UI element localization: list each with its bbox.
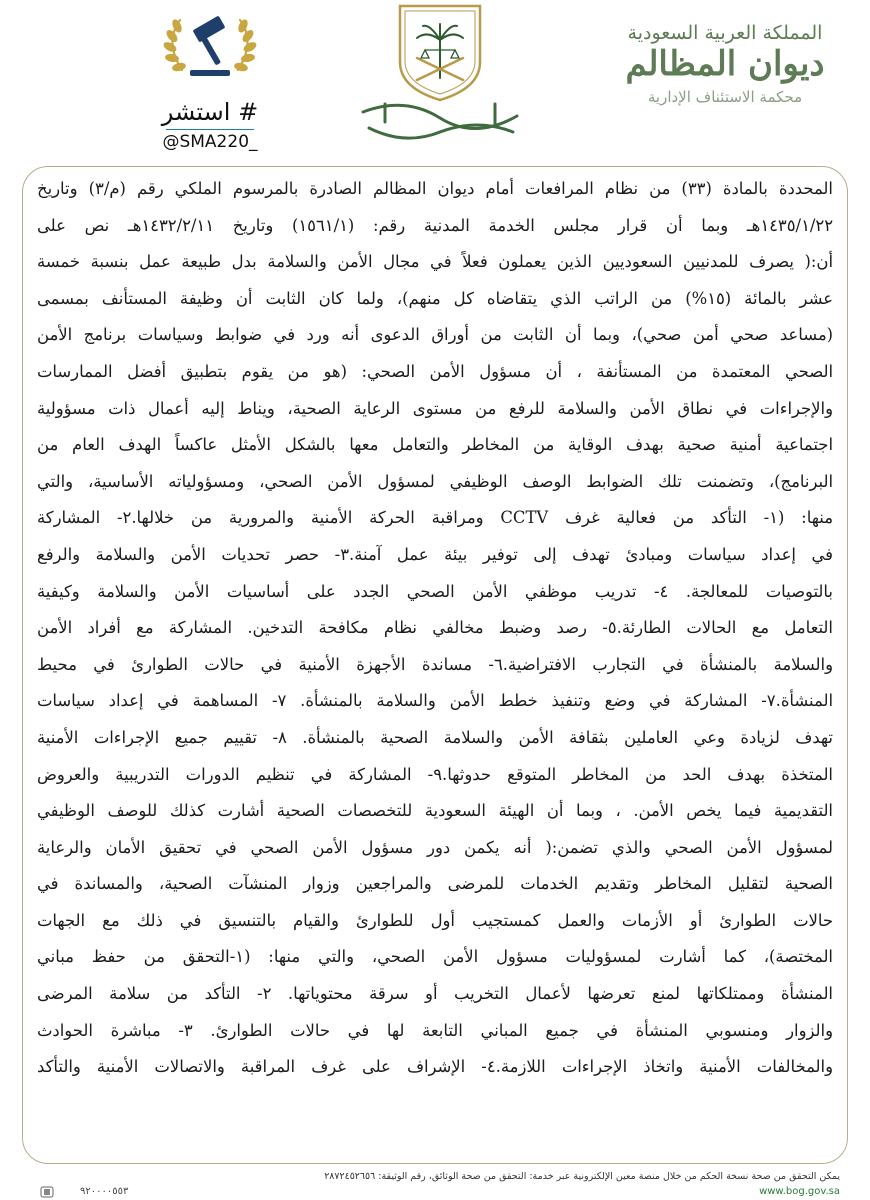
phone-icon: [40, 1186, 54, 1198]
phone-number: ٩٢٠٠٠٠٥٥٣: [80, 1186, 129, 1197]
body-line: لمسؤول الأمن الصحي والذي تضمن:( أنه يكمن دور مسؤول الأمن الصحي في تحقيق الأمان والرعاية: [37, 837, 833, 857]
body-line: التقديمية فيما يخص الأمن. ، وبما أن الهيئة السعودية للتخصصات الصحية أشارت كذلك للوصف الوظيفي: [37, 801, 833, 821]
account-handle: @SMA220_: [162, 132, 258, 152]
footer-contact-row: [40, 1186, 840, 1200]
body-line: والمخالفات الأمنية واتخاذ الإجراءات اللازمة.٤- الإشراف على غرف المراقبة والاتصالات الأمنية والتأكد: [37, 1057, 833, 1077]
body-line: أن:( يصرف للمدنيين السعوديين الذين يعملون فعلاً في مجال الأمن والسلامة بدل طبيعة عمل بنسبة خمسة: [37, 252, 833, 272]
body-line: الصحي المعتمدة من المستأنفة ، أن مسؤول الأمن الصحي: (هو من يقوم بتطبيق أفضل الممارسات: [37, 361, 833, 381]
body-line: حالات الطوارئ أو الأزمات والعمل كمستجيب أول للطوارئ والقيام بالتنسيق في ذلك مع الجهات: [37, 910, 833, 930]
diwan-almazalim-logo-block: [600, 22, 850, 157]
document-header: [0, 0, 870, 165]
body-line: المختصة)، كما أشارت لمسؤوليات مسؤول الأمن الصحي، والتي منها: (١-التحقق من حفظ مباني: [37, 947, 833, 967]
body-line: التعامل مع الحالات الطارئة.٥- رصد وضبط مخالفي نظام مكافحة التدخين. المشاركة مع أفراد الأمن: [37, 618, 833, 638]
body-line: المنشأة وممتلكاتها لمنع تعرضها لأعمال التخريب أو سرقة محتوياتها. ٢- التأكد من سلامة المرضى: [37, 984, 833, 1004]
body-line: عشر بالمائة (١٥%) من الراتب الذي يتقاضاه كل منهم)، ولما كان الثابت أن وظيفة المستأنف بمسمى: [37, 288, 833, 308]
body-line: المتخذة بهدف الحد من المخاطر المتوقع حدوثها.٩- المشاركة في تنظيم الدورات التدريبية والعروض: [37, 764, 833, 784]
body-line: والإجراءات في نطاق الأمن والسلامة للرفع من مستوى الرعاية الصحية، ويناط إليه أعمال ذات مسؤولية: [37, 398, 833, 418]
body-line: اجتماعية أمنية صحية بهدف الوقاية من المخاطر والتعامل معها بالشكل الأمثل عاكساً الهدف العام من: [37, 435, 833, 455]
body-line: منها: (١- التأكد من فعالية غرف CCTV ومراقبة الحركة الأمنية والمرورية من خلالها.٢- المشاركة: [37, 508, 833, 528]
diwan-name: ديوان المظالم: [625, 44, 825, 84]
body-line: المحددة بالمادة (٣٣) من نظام المرافعات أمام ديوان المظالم الصادرة بالمرسوم الملكي رقم (م/٣) وتاريخ: [37, 179, 833, 198]
document-footer: [0, 1166, 870, 1200]
body-line: ١٤٣٥/١/٢٢هـ وبما أن قرار مجلس الخدمة المدنية رقم: (١٥٦١/١) وتاريخ ١٤٣٢/٢/١١هـ نص على: [37, 215, 833, 235]
body-line: بالتوصيات للمعالجة. ٤- تدريب موظفي الأمن الصحي الجدد على أساسيات الأمن والسلامة وكيفية: [37, 581, 833, 601]
judgment-body-text: [37, 171, 833, 1086]
court-name: محكمة الاستئناف الإدارية: [647, 88, 803, 106]
website-link[interactable]: www.bog.gov.sa: [759, 1186, 840, 1197]
kingdom-name: المملكة العربية السعودية: [627, 22, 823, 44]
body-line: والسلامة بالمنشأة في التجارب الافتراضية.٦- مساندة الأجهزة الأمنية في حالات الطوارئ في محيط: [37, 654, 833, 674]
divider: [166, 129, 254, 130]
body-line: الصحية لتقليل المخاطر وتقديم الخدمات للمرضى والمراجعين وزوار المنشآت الصحية، والمساندة في: [37, 874, 833, 894]
body-line: والزوار ومنسوبي المنشأة في جميع المباني التابعة لها في حالات الطوارئ. ٣- مباشرة الحوادث: [37, 1020, 833, 1040]
consult-account-logo-block: [150, 8, 270, 158]
body-line: (مساعد صحي أمن صحي)، وبما أن الثابت من أوراق الدعوى أنه ورد في ضوابط وسياسات برنامج الأمن: [37, 325, 833, 345]
body-line: البرنامج)، وتضمنت تلك الضوابط الوصف الوظيفي لمسؤول الأمن الصحي، ومسؤولياته الأساسية، والتي: [37, 471, 833, 491]
judgment-text-frame: [22, 166, 848, 1164]
hashtag-title: # استشر: [161, 98, 259, 126]
body-line: تهدف لزيادة وعي العاملين بثقافة الأمن والسلامة الصحية بالمنشأة. ٨- تقييم جميع الإجراءات الأمنية: [37, 727, 833, 747]
palm-swords-emblem-icon: [345, 0, 535, 160]
body-line: في إعداد سياسات ومبادئ تهدف إلى توفير بيئة عمل آمنة.٣- حصر تحديات الأمن والسلامة والرفع: [37, 544, 833, 564]
verification-note: يمكن التحقق من صحة نسخة الحكم من خلال منصة معين الإلكترونية عبر خدمة: التحقق من صحة الوثائق، رقم الوثيقة: ٢٨٧٢٤٥٢٦٥٦: [324, 1171, 840, 1182]
body-line: المنشأة.٧- المشاركة في وضع وتنفيذ خطط الأمن والسلامة بالمنشأة. ٧- المساهمة في إعداد سياسات: [37, 691, 833, 711]
gavel-laurel-icon: [150, 8, 270, 88]
diwan-emblem-block: [345, 0, 535, 160]
